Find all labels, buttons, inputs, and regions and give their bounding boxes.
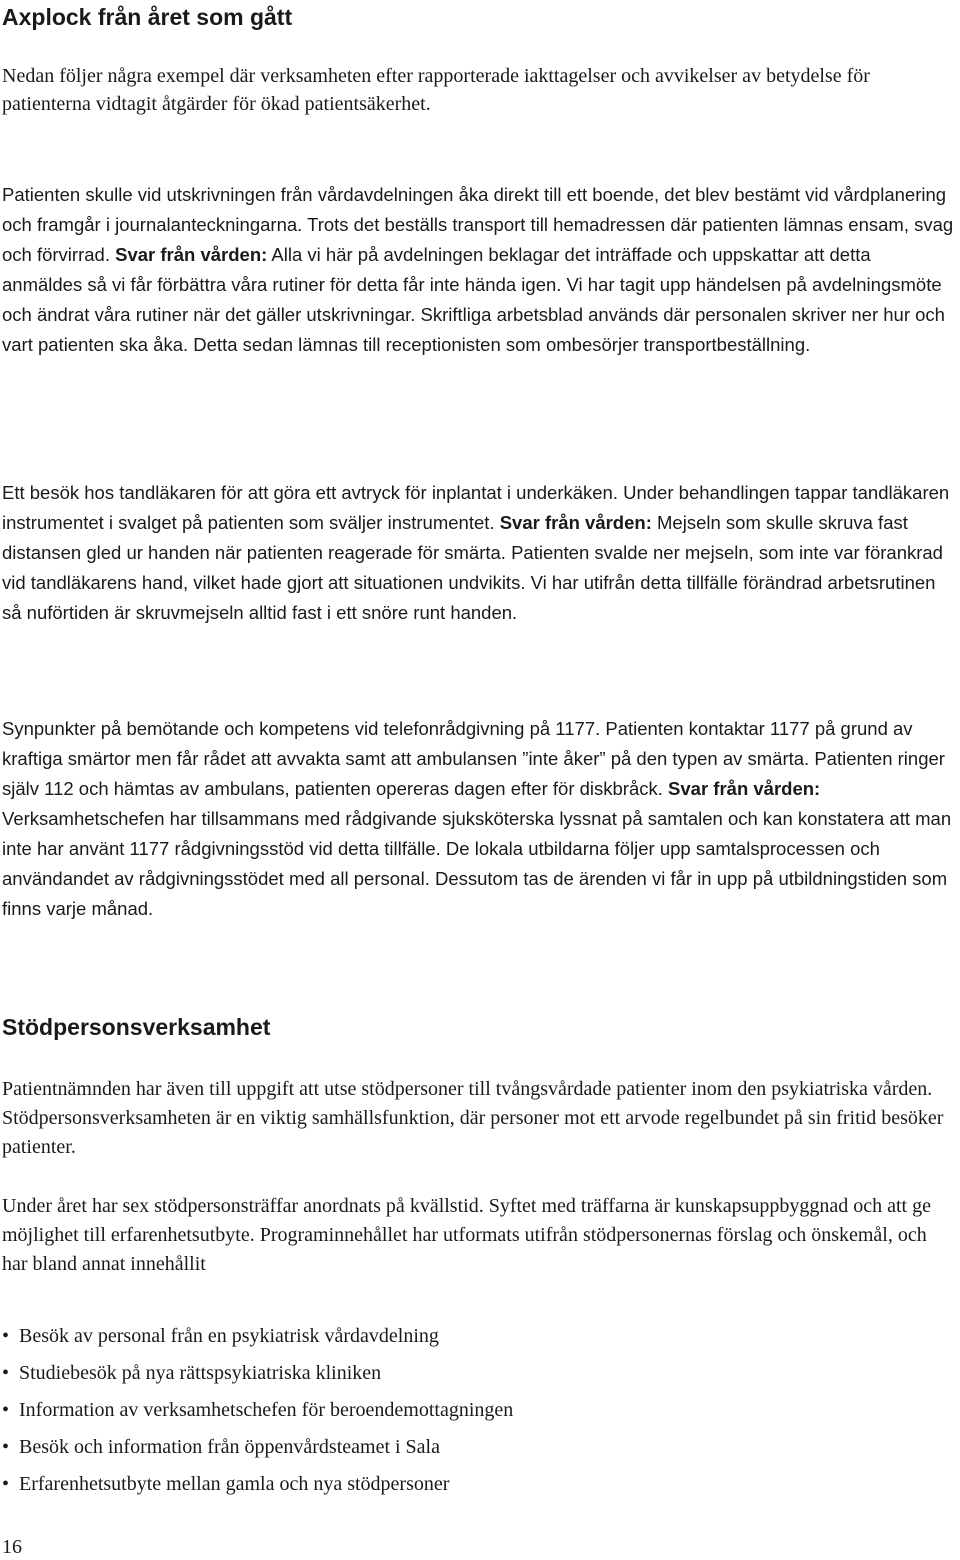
- list-item: [2, 1318, 956, 1355]
- list-item-text: Studiebesök på nya rättspsykiatriska kliniken: [19, 1362, 382, 1384]
- bullet-icon: •: [2, 1399, 10, 1421]
- response-label: Svar från vården:: [668, 778, 821, 799]
- case-paragraph-1177: [2, 714, 956, 924]
- stodperson-paragraph-1: Patientnämnden har även till uppgift att utse stödpersoner till tvångsvårdade patienter inom den psykiatriska vården. Stödpersonsverksamheten är en viktig samhällsfunktion, där personer mot ett arvode regelbundet på sin fritid besöker patienter.: [2, 1078, 944, 1158]
- section-title-stodperson: Stödpersonsverksamhet: [2, 1014, 271, 1040]
- intro-paragraph: Nedan följer några exempel där verksamheten efter rapporterade iakttagelser och avvikelser av betydelse för patienterna vidtagit åtgärder för ökad patientsäkerhet.: [2, 65, 870, 115]
- program-bullet-list: [2, 1318, 956, 1503]
- case-description: Synpunkter på bemötande och kompetens vid telefonrådgivning på 1177. Patienten kontaktar 1177 på grund av kraftiga smärtor men får rådet att avvakta samt att ambulansen ”inte åker” på den typen av smärta. Patienten ringer själv 112 och hämtas av ambulans, patienten opereras dagen efter för diskbråck.: [2, 718, 945, 799]
- list-item: [2, 1466, 956, 1503]
- bullet-icon: •: [2, 1436, 10, 1458]
- list-item-text: Erfarenhetsutbyte mellan gamla och nya stödpersoner: [19, 1473, 450, 1495]
- list-item: [2, 1392, 956, 1429]
- response-text: Verksamhetschefen har tillsammans med rådgivande sjuksköterska lyssnat på samtalen och kan konstatera att man inte har använt 1177 rådgivningsstöd vid detta tillfälle. De lokala utbildarna följer upp samtalsprocessen och användandet av rådgivningsstödet med all personal. Dessutom tas de ärenden vi får in upp på utbildningstiden som finns varje månad.: [2, 808, 952, 919]
- response-label: Svar från vården:: [499, 512, 652, 533]
- list-item-text: Information av verksamhetschefen för beroendemottagningen: [19, 1399, 514, 1421]
- list-item-text: Besök och information från öppenvårdsteamet i Sala: [19, 1436, 440, 1458]
- list-item-text: Besök av personal från en psykiatrisk vårdavdelning: [19, 1325, 439, 1347]
- response-text: Alla vi här på avdelningen beklagar det inträffade och uppskattar att detta anmäldes så vi får förbättra våra rutiner för detta får inte hända igen. Vi har tagit upp händelsen på avdelningsmöte och ändrat våra rutiner när det gäller utskrivningar. Skriftliga arbetsblad används där personalen skriver ner hur och vart patienten ska åka. Detta sedan lämnas till receptionisten som ombesörjer transportbeställning.: [2, 244, 945, 355]
- list-item: [2, 1429, 956, 1466]
- section-title-axplock: Axplock från året som gått: [2, 4, 293, 30]
- case-description: Ett besök hos tandläkaren för att göra ett avtryck för inplantat i underkäken. Under behandlingen tappar tandläkaren instrumentet i svalget på patienten som sväljer instrumentet.: [2, 482, 950, 533]
- response-label: Svar från vården:: [115, 244, 268, 265]
- case-paragraph-dentist: [2, 478, 956, 628]
- case-paragraph-discharge: [2, 180, 956, 360]
- list-item: [2, 1355, 956, 1392]
- stodperson-paragraph-2: Under året har sex stödpersonsträffar anordnats på kvällstid. Syftet med träffarna är kunskapsuppbyggnad och att ge möjlighet till erfarenhetsutbyte. Programinnehållet har utformats utifrån stödpersonernas förslag och önskemål, och har bland annat innehållit: [2, 1195, 931, 1275]
- page-number: 16: [2, 1536, 22, 1558]
- bullet-icon: •: [2, 1325, 10, 1347]
- case-description: Patienten skulle vid utskrivningen från vårdavdelningen åka direkt till ett boende, det blev bestämt vid vårdplanering och framgår i journalanteckningarna. Trots det beställs transport till hemadressen där patienten lämnas ensam, svag och förvirrad.: [2, 184, 954, 265]
- bullet-icon: •: [2, 1473, 10, 1495]
- bullet-icon: •: [2, 1362, 10, 1384]
- response-text: Mejseln som skulle skruva fast distansen gled ur handen när patienten reagerade för smärta. Patienten svalde ner mejseln, som inte var förankrad vid tandläkarens hand, vilket hade gjort att situationen undvikits. Vi har utifrån detta tillfälle förändrad arbetsrutinen så nuförtiden är skruvmejseln alltid fast i ett snöre runt handen.: [2, 512, 943, 623]
